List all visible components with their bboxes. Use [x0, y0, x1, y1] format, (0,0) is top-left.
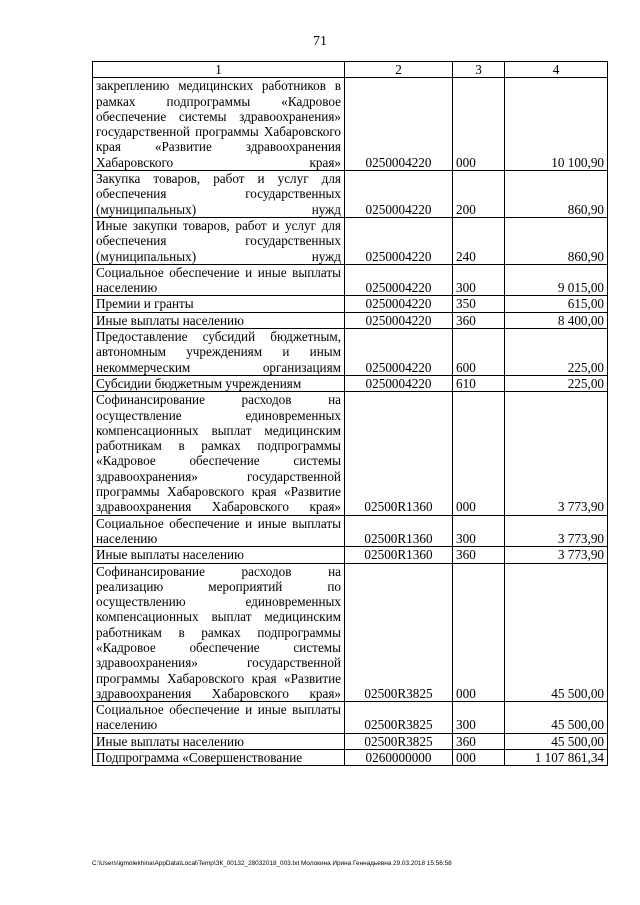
row-amount: 3 773,90 [505, 392, 608, 515]
page-number: 71 [313, 34, 327, 49]
row-amount: 45 500,00 [505, 733, 608, 749]
row-amount: 10 100,90 [505, 78, 608, 171]
row-target-code: 02500R3825 [345, 702, 453, 734]
row-target-code: 0250004220 [345, 375, 453, 391]
table-row [93, 515, 608, 547]
row-description: Софинансирование расходов на осуществление единовременных компенсационных выплат медицинским работникам в рамках подпрограммы «Кадровое обеспечение системы здравоохранения» государственной программы Хабаровского края «Развитие здравоохранения Хабаровского края» [93, 392, 345, 515]
table-row [93, 264, 608, 296]
row-amount: 1 107 861,34 [505, 750, 608, 766]
row-description: Иные выплаты населению [93, 547, 345, 563]
row-target-code: 0260000000 [345, 750, 453, 766]
row-expense-type: 610 [453, 375, 505, 391]
row-target-code: 0250004220 [345, 217, 453, 264]
table-row [93, 171, 608, 218]
row-description: Закупка товаров, работ и услуг для обеспечения государственных (муниципальных) нужд [93, 171, 345, 218]
row-description: закреплению медицинских работников в рамках подпрограммы «Кадровое обеспечение системы здравоохранения» государственной программы Хабаровского края «Развитие здравоохранения Хабаровского края» [93, 78, 345, 171]
budget-table [92, 61, 608, 766]
row-amount: 225,00 [505, 329, 608, 376]
row-amount: 45 500,00 [505, 563, 608, 702]
row-expense-type: 360 [453, 547, 505, 563]
row-expense-type: 000 [453, 392, 505, 515]
row-target-code: 02500R3825 [345, 733, 453, 749]
header-col-3: 3 [453, 62, 505, 78]
header-col-1: 1 [93, 62, 345, 78]
row-amount: 3 773,90 [505, 547, 608, 563]
row-target-code: 02500R1360 [345, 547, 453, 563]
row-expense-type: 360 [453, 312, 505, 328]
row-target-code: 0250004220 [345, 171, 453, 218]
table-row [93, 329, 608, 376]
header-col-4: 4 [505, 62, 608, 78]
table-row [93, 375, 608, 391]
row-description: Иные выплаты населению [93, 312, 345, 328]
row-target-code: 02500R1360 [345, 515, 453, 547]
row-description: Премии и гранты [93, 296, 345, 312]
row-target-code: 0250004220 [345, 264, 453, 296]
row-description: Софинансирование расходов на реализацию мероприятий по осуществлению единовременных компенсационных выплат медицинским работникам в рамках подпрограммы «Кадровое обеспечение системы здравоохранения» государственной программы Хабаровского края «Развитие здравоохранения Хабаровского края» [93, 563, 345, 702]
row-expense-type: 300 [453, 515, 505, 547]
table-row [93, 392, 608, 515]
table-row [93, 296, 608, 312]
row-target-code: 0250004220 [345, 78, 453, 171]
row-amount: 3 773,90 [505, 515, 608, 547]
table-header-row [93, 62, 608, 78]
row-expense-type: 600 [453, 329, 505, 376]
table-row [93, 78, 608, 171]
table-row [93, 563, 608, 702]
row-amount: 9 015,00 [505, 264, 608, 296]
row-target-code: 02500R1360 [345, 392, 453, 515]
row-target-code: 0250004220 [345, 296, 453, 312]
table-row [93, 702, 608, 734]
row-amount: 8 400,00 [505, 312, 608, 328]
row-expense-type: 240 [453, 217, 505, 264]
row-amount: 860,90 [505, 217, 608, 264]
header-col-2: 2 [345, 62, 453, 78]
table-row [93, 312, 608, 328]
row-expense-type: 000 [453, 750, 505, 766]
row-description: Социальное обеспечение и иные выплаты населению [93, 515, 345, 547]
row-description: Субсидии бюджетным учреждениям [93, 375, 345, 391]
row-amount: 45 500,00 [505, 702, 608, 734]
table-row [93, 750, 608, 766]
row-description: Предоставление субсидий бюджетным, автономным учреждениям и иным некоммерческим организациям [93, 329, 345, 376]
row-description: Иные закупки товаров, работ и услуг для обеспечения государственных (муниципальных) нужд [93, 217, 345, 264]
row-expense-type: 300 [453, 264, 505, 296]
row-expense-type: 000 [453, 563, 505, 702]
table-row [93, 217, 608, 264]
row-description: Иные выплаты населению [93, 733, 345, 749]
row-expense-type: 300 [453, 702, 505, 734]
row-expense-type: 350 [453, 296, 505, 312]
row-description: Социальное обеспечение и иные выплаты населению [93, 702, 345, 734]
row-amount: 225,00 [505, 375, 608, 391]
row-expense-type: 000 [453, 78, 505, 171]
row-description: Подпрограмма «Совершенствование [93, 750, 345, 766]
row-amount: 860,90 [505, 171, 608, 218]
table-row [93, 733, 608, 749]
row-expense-type: 360 [453, 733, 505, 749]
row-amount: 615,00 [505, 296, 608, 312]
row-target-code: 02500R3825 [345, 563, 453, 702]
row-expense-type: 200 [453, 171, 505, 218]
row-target-code: 0250004220 [345, 312, 453, 328]
row-description: Социальное обеспечение и иные выплаты населению [93, 264, 345, 296]
table-row [93, 547, 608, 563]
row-target-code: 0250004220 [345, 329, 453, 376]
file-path-footer: C:\Users\igmolekhina\AppData\Local\Temp\ЗК_00132_28032018_003.txt Молокина Ирина Геннадьевна 29.03.2018 15:56:58 [92, 860, 452, 867]
